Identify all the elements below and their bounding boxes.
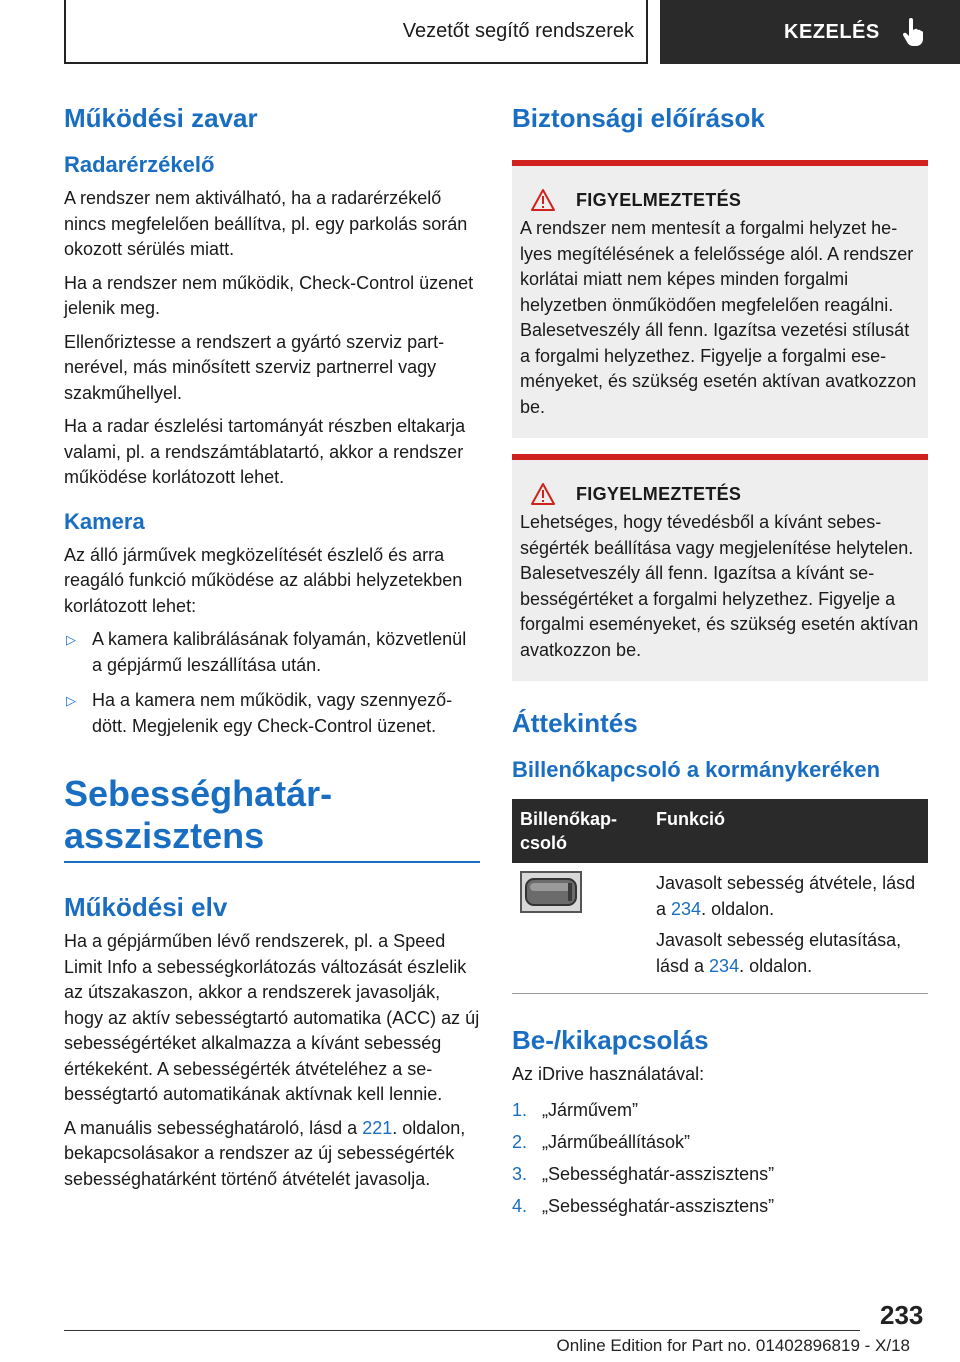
- paragraph: Ha a gépjárműben lévő rendszerek, pl. a Speed Limit Info a sebességkorlátozás változását észlelik az útszakaszon, akkor a rendszerek javasolják, hogy az aktív sebességtartó automatika (ACC) az új sebességértéket alkalmazza a kívánt sebesség értékeként. A sebességérték átvételéhez a sebességtartó automatikának aktívnak kell lennie.: [64, 931, 480, 1104]
- footer-divider: [64, 1330, 860, 1331]
- heading-safety: Biztonsági előírások: [512, 103, 765, 133]
- step-text: „Sebességhatár-asszisztens”: [542, 1163, 775, 1184]
- chapter-heading: Sebességhatárasszisztens: [64, 773, 480, 863]
- column-header: Billenőkapcsoló: [512, 799, 648, 863]
- step-number: 4.: [512, 1195, 528, 1216]
- bullet-marker-icon: ▷: [66, 632, 76, 647]
- pointing-hand-icon: [902, 18, 926, 46]
- page-number: 233: [880, 1300, 924, 1330]
- function-table: [512, 799, 928, 994]
- list-item: [512, 1098, 928, 1124]
- heading-onoff: Be-/kikapcsolás: [512, 1025, 709, 1055]
- list-item-text: A kamera kalibrálásának folyamán, közvetlenül a gépjármű leszállítása után.: [92, 629, 467, 675]
- text: . oldalon.: [739, 955, 813, 976]
- heading-radar: Radarérzékelő: [64, 152, 215, 177]
- list-item: [64, 688, 480, 739]
- warning-title-row: [520, 188, 920, 212]
- list-item: [512, 1130, 928, 1156]
- chapter-tab[interactable]: [660, 0, 960, 64]
- step-text: „Járművem”: [542, 1099, 639, 1120]
- bullet-list: [64, 627, 480, 739]
- step-number: 2.: [512, 1131, 528, 1152]
- list-item: [512, 1162, 928, 1188]
- warning-box: [512, 160, 928, 438]
- step-text: „Sebességhatár-asszisztens”: [542, 1195, 775, 1216]
- table-text: [656, 871, 920, 922]
- chapter-label: KEZELÉS: [784, 20, 880, 43]
- paragraph: Ha a radar észlelési tartományát részben eltakarja valami, pl. a rendszámtáblatartó, akkor a rendszer működése korlátozott lehet.: [64, 416, 466, 487]
- steps-list: [512, 1098, 928, 1220]
- text: A manuális sebességhatároló, lásd a: [64, 1117, 363, 1138]
- warning-title: FIGYELMEZTETÉS: [576, 483, 742, 504]
- bullet-marker-icon: ▷: [66, 693, 76, 708]
- warning-box: [512, 454, 928, 681]
- warning-title-row: [520, 482, 920, 506]
- heading-overview: Áttekintés: [512, 708, 638, 738]
- paragraph: A rendszer nem aktiválható, ha a radarérzékelő nincs megfelelően beállítva, pl. egy parkolás során okozott sérülés miatt.: [64, 188, 468, 259]
- step-number: 3.: [512, 1163, 528, 1184]
- table-text: [656, 928, 920, 979]
- heading-rocker: Billenőkapcsoló a kormánykeréken: [512, 757, 881, 782]
- warning-title: FIGYELMEZTETÉS: [576, 189, 742, 210]
- heading-principle: Működési elv: [64, 892, 228, 922]
- page-link[interactable]: 234: [709, 955, 740, 976]
- function-cell: [648, 863, 928, 994]
- paragraph: Az iDrive használatával:: [512, 1064, 705, 1084]
- step-text: „Járműbeállítások”: [542, 1131, 691, 1152]
- heading-malfunction: Működési zavar: [64, 103, 258, 133]
- section-title: Vezetőt segítő rendszerek: [402, 19, 634, 42]
- list-item-text: Ha a kamera nem működik, vagy szennyeződött. Megjelenik egy Check-Control üzenet.: [92, 690, 453, 736]
- warning-text: Lehetséges, hogy tévedésből a kívánt sebességérték beállítása vagy megjelenítése helytelen. Balesetveszély áll fenn. Igazítsa a kívánt sebességértéket a forgalmi helyzethez. Figyelje a forgalmi eseményeket, és szükség esetén aktívan avatkozzon be.: [520, 512, 919, 660]
- table-header-row: [512, 799, 928, 863]
- paragraph: Ha a rendszer nem működik, Check-Control üzenet jelenik meg.: [64, 272, 474, 318]
- right-column: [512, 100, 928, 1226]
- page-link[interactable]: 234: [671, 898, 702, 919]
- column-header: Funkció: [648, 799, 928, 863]
- text: . oldalon.: [701, 898, 775, 919]
- step-number: 1.: [512, 1099, 528, 1120]
- warning-triangle-icon: [530, 188, 556, 212]
- list-item: [512, 1194, 928, 1220]
- rocker-switch-icon: [520, 871, 582, 913]
- edition-footer: Online Edition for Part no. 01402896819 - X/18: [556, 1336, 910, 1355]
- text: Javasolt sebesség átvétele, lásd a: [656, 873, 916, 919]
- warning-triangle-icon: [530, 482, 556, 506]
- paragraph: Ellenőriztesse a rendszert a gyártó szerviz partnerével, más minősített szerviz partnerrel vagy szakműhellyel.: [64, 331, 445, 403]
- text: Javasolt sebesség elutasítása, lásd a: [656, 930, 902, 976]
- table-row: [512, 863, 928, 994]
- list-item: [64, 627, 480, 678]
- warning-text: A rendszer nem mentesít a forgalmi helyzet helyes megítélésének a felelőssége alól. A rendszer korlátai miatt nem képes minden forgalmi helyzetben önműködően megfelelően reagálni. Balesetveszély áll fenn. Igazítsa vezetési stílusát a forgalmi helyzethez. Figyelje a forgalmi eseményeket, és szükség esetén aktívan avatkozzon be.: [520, 218, 917, 417]
- text: . oldalon, bekapcsolásakor a rendszer az új sebességérték sebességhatárként történő átvételét javasolja.: [64, 1117, 466, 1189]
- paragraph: Az álló járművek megközelítését észlelő és arra reagáló funkció működése az alábbi helyzetekben korlátozott lehet:: [64, 544, 463, 616]
- heading-camera: Kamera: [64, 508, 145, 534]
- paragraph: [64, 1116, 480, 1193]
- page-link[interactable]: 221: [362, 1117, 393, 1138]
- left-column: [64, 100, 480, 1200]
- section-header: [64, 0, 648, 64]
- switch-cell: [512, 863, 648, 994]
